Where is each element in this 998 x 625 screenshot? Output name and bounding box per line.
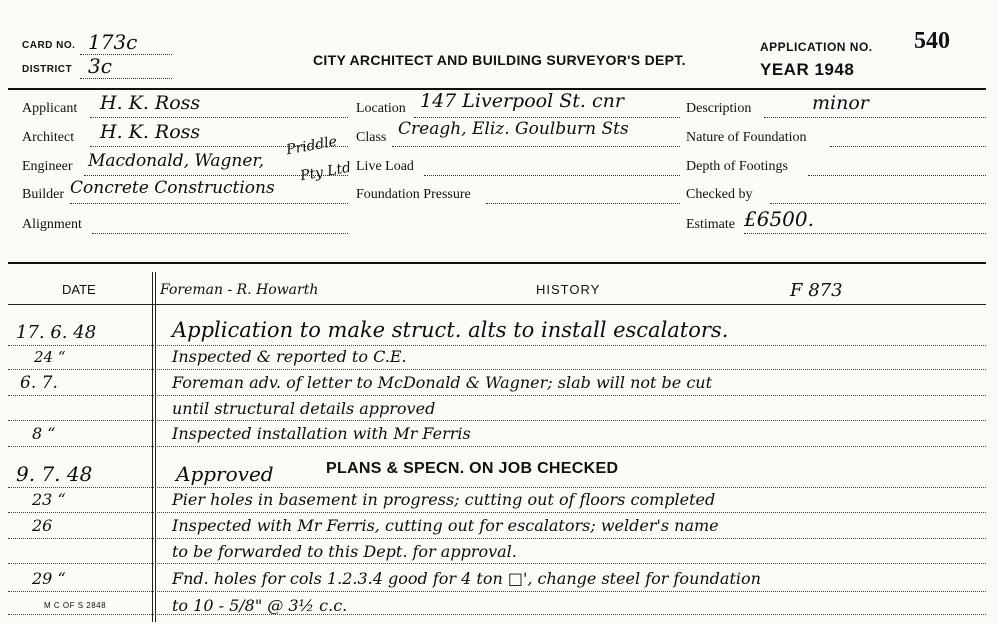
architect-label: Architect: [22, 130, 75, 145]
live-load-line: [424, 175, 680, 176]
class-label: Class: [356, 130, 387, 145]
history-date: 26: [32, 516, 53, 535]
card-no-value: 173c: [88, 30, 138, 54]
history-entry: Inspected installation with Mr Ferris: [172, 424, 471, 443]
history-row-rule: [8, 446, 986, 447]
applicant-label: Applicant: [22, 101, 78, 116]
history-row-rule: [8, 538, 986, 539]
history-entry: Application to make struct. alts to install escalators.: [172, 318, 729, 342]
application-no-value: 540: [914, 28, 950, 54]
alignment-label: Alignment: [22, 217, 82, 232]
history-date: 29 “: [32, 569, 66, 588]
location-value: 147 Liverpool St. cnr: [420, 90, 624, 112]
description-label: Description: [686, 101, 752, 116]
history-date: 8 “: [32, 424, 56, 443]
approval-stamp: PLANS & SPECN. ON JOB CHECKED: [326, 460, 619, 477]
history-row-rule: [8, 369, 986, 370]
alignment-line: [92, 233, 348, 234]
date-column-divider: [152, 272, 153, 622]
history-row-rule: [8, 512, 986, 513]
district-line: [80, 78, 172, 79]
architect-line: [90, 146, 348, 147]
engineer-label: Engineer: [22, 159, 73, 174]
description-value: minor: [812, 92, 869, 114]
estimate-line: [744, 233, 986, 234]
year-label: YEAR 1948: [760, 60, 855, 79]
history-row-rule: [8, 395, 986, 396]
history-entry: Inspected & reported to C.E.: [172, 347, 407, 366]
history-row-rule: [8, 420, 986, 421]
applicant-line: [90, 117, 348, 118]
history-top-rule: [8, 262, 986, 264]
history-row-rule: [8, 345, 986, 346]
live-load-label: Live Load: [356, 159, 414, 174]
checked-label: Checked by: [686, 187, 753, 202]
estimate-label: Estimate: [686, 217, 735, 232]
history-entry: Fnd. holes for cols 1.2.3.4 good for 4 ton □', change steel for foundation: [172, 569, 761, 588]
file-reference: F 873: [790, 280, 843, 301]
builder-label: Builder: [22, 187, 64, 202]
history-entry: Foreman adv. of letter to McDonald & Wagner; slab will not be cut: [172, 373, 713, 392]
date-header: DATE: [62, 282, 96, 297]
history-date: 17. 6. 48: [16, 322, 97, 343]
architect-value: H. K. Ross: [100, 121, 201, 143]
builder-value: Concrete Constructions: [70, 178, 275, 198]
history-row-rule: [8, 614, 986, 615]
applicant-value: H. K. Ross: [100, 92, 201, 114]
location-line: [414, 117, 680, 118]
foreman-note: Foreman - R. Howarth: [160, 282, 319, 298]
estimate-value: £6500.: [744, 207, 814, 231]
history-entry: to 10 - 5/8" @ 3½ c.c.: [172, 596, 348, 615]
class-line: [392, 146, 680, 147]
department-title: CITY ARCHITECT AND BUILDING SURVEYOR'S DEPT.: [313, 52, 686, 68]
depth-line: [808, 175, 986, 176]
engineer-value: Macdonald, Wagner,: [88, 151, 265, 171]
depth-label: Depth of Footings: [686, 159, 788, 174]
history-date: 6. 7.: [20, 373, 58, 393]
history-entry: Approved: [176, 462, 274, 486]
history-date: 23 “: [32, 490, 66, 509]
date-column-divider-2: [155, 272, 156, 622]
history-entry: Inspected with Mr Ferris, cutting out for escalators; welder's name: [172, 516, 719, 535]
application-no-label: APPLICATION NO.: [760, 40, 873, 54]
history-row-rule: [8, 563, 986, 564]
foundation-pressure-line: [486, 203, 680, 204]
history-header: HISTORY: [536, 282, 601, 297]
history-entry: Pier holes in basement in progress; cutting out of floors completed: [172, 490, 716, 509]
nature-label: Nature of Foundation: [686, 130, 807, 145]
description-line: [764, 117, 986, 118]
district-value: 3c: [88, 54, 112, 78]
form-code: M C OF S 2848: [44, 601, 107, 610]
history-row-rule: [8, 487, 986, 488]
history-row-rule: [8, 591, 986, 592]
location-label: Location: [356, 101, 406, 116]
foundation-pressure-label: Foundation Pressure: [356, 187, 471, 202]
builder-extra: Pty Ltd: [299, 159, 353, 185]
class-value: Creagh, Eliz. Goulburn Sts: [398, 119, 629, 139]
district-label: DISTRICT: [22, 64, 73, 75]
card-no-label: CARD NO.: [22, 40, 76, 51]
history-entry: to be forwarded to this Dept. for approval.: [172, 542, 517, 561]
history-entry: until structural details approved: [172, 399, 436, 418]
engineer-extra: Priddle: [285, 133, 339, 159]
history-date: 24 “: [34, 348, 66, 366]
checked-line: [770, 203, 986, 204]
history-date: 9. 7. 48: [16, 462, 93, 486]
builder-line: [70, 203, 348, 204]
nature-line: [830, 146, 986, 147]
